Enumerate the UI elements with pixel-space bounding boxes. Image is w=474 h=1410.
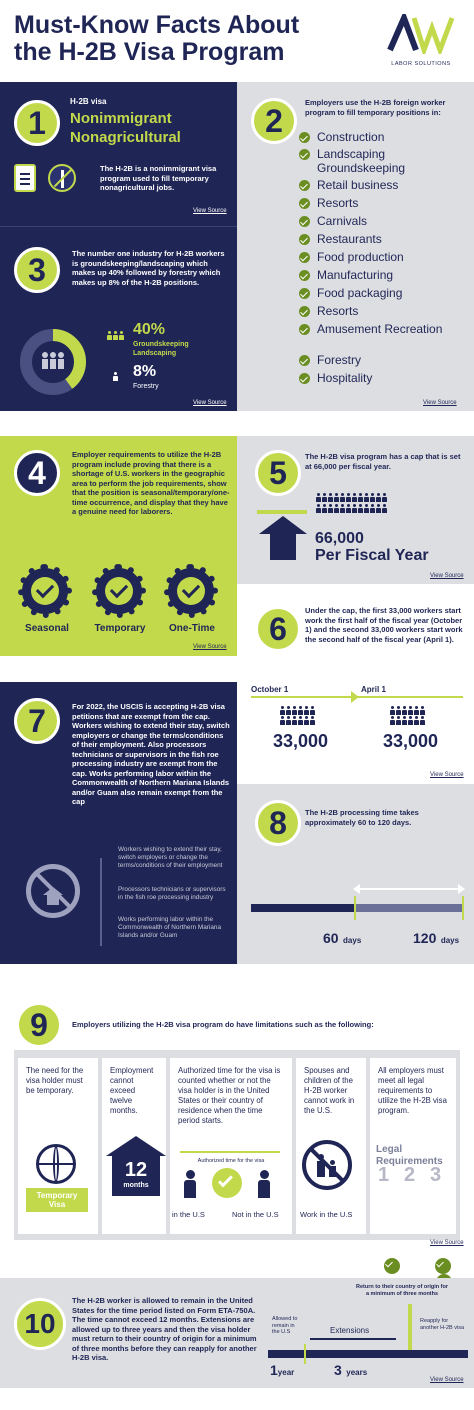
stat-8-value: 8% — [133, 363, 157, 380]
section-number-7: 7 — [14, 698, 60, 744]
section-6 — [237, 584, 474, 784]
header — [0, 0, 474, 82]
section-number-2: 2 — [251, 98, 297, 144]
three-years-label: 3 years — [334, 1362, 368, 1378]
logo-mark-icon — [386, 14, 456, 54]
value-october: 33,000 — [273, 731, 329, 751]
s4-body: Employer requirements to utilize the H-2B program include proving that there is a shortage of U.S. workers in the geographic area to perform the job requirements, show that the position is seasonal/temporary/one-time occurrence, and display that they have a genuine need for laborers. — [72, 450, 230, 516]
s1-kicker: H-2B visa — [70, 97, 107, 106]
check-icon — [299, 355, 310, 366]
up-arrow-stem — [270, 534, 296, 560]
groundskeeping-people-icon — [106, 327, 124, 345]
people-group-2 — [389, 706, 455, 726]
limitation-card-4: Spouses and children of the H-2B worker cannot work in the U.S. Work in the U.S — [296, 1058, 366, 1234]
check-icon — [299, 252, 310, 263]
stat-40-value: 40% — [133, 321, 166, 338]
s1-body: The H-2B is a nonimmigrant visa program used to fill temporary nonagricultural jobs. — [100, 164, 217, 192]
reapply-label: Reapply for another H-2B visa — [420, 1318, 465, 1331]
section-4 — [0, 436, 237, 656]
legal-requirements-title: Legal Requirements — [376, 1144, 443, 1167]
section-2 — [237, 82, 474, 411]
lime-arrow-line — [257, 510, 307, 514]
value-april: 33,000 — [383, 731, 439, 751]
authorized-arrow-line — [180, 1151, 280, 1153]
logo — [386, 14, 456, 68]
in-us-label: in the U.S — [172, 1210, 205, 1219]
s8-body: The H-2B processing time takes approximately 60 to 120 days. — [305, 808, 419, 827]
title-line-1: Must-Know Facts About — [14, 11, 300, 39]
s1-heading-1: Nonimmigrant — [70, 110, 172, 127]
lime-timeline-bar — [408, 1304, 412, 1356]
person-right-icon — [258, 1170, 270, 1200]
req-num-1: 1 — [378, 1164, 390, 1186]
year-timeline-bar — [268, 1350, 468, 1358]
range-arrow-left-icon — [353, 884, 360, 894]
check-icon — [299, 324, 310, 335]
list-item: Amusement Recreation — [299, 322, 469, 353]
s2-intro: Employers use the H-2B foreign worker program to fill temporary positions in: — [305, 98, 446, 117]
label-seasonal: Seasonal — [25, 623, 69, 634]
people-icon — [42, 352, 64, 369]
gear-check-icon-temporary — [96, 568, 142, 614]
section-1 — [0, 82, 237, 226]
processing-bar-range — [355, 904, 463, 912]
section-number-3: 3 — [14, 247, 60, 293]
list-item: Food packaging — [299, 286, 469, 304]
s2-view-source-link[interactable]: View Source — [423, 400, 457, 406]
check-icon — [299, 216, 310, 227]
stat-8-label: Forestry — [133, 383, 159, 390]
section-number-10: 10 — [14, 1298, 66, 1350]
section-number-8: 8 — [255, 800, 301, 846]
no-agriculture-icon — [48, 164, 76, 192]
allowed-label: Allowed to remain in the U.S — [272, 1316, 298, 1335]
check-icon — [299, 373, 310, 384]
req-num-2: 2 — [404, 1164, 416, 1186]
house-body: 12 months — [112, 1156, 160, 1196]
list-item: Forestry — [299, 353, 469, 371]
section-number-4: 4 — [14, 450, 60, 496]
check-icon — [299, 288, 310, 299]
person-left-icon — [184, 1170, 196, 1200]
s7-body: For 2022, the USCIS is accepting H-2B visa petitions that are exempt from the cap. Workers wishing to extend their stay, switch employers or change the terms/conditions of their employment. Also processors technicians or supervisors in the fish roe processing industry are exempt from the cap. Works performing labor within the Commonwealth of Northern Mariana Islands and/or Guam also remain exempt from the cap — [72, 702, 230, 806]
check-icon — [299, 149, 310, 160]
gear-check-icon-seasonal — [22, 568, 68, 614]
tick-60 — [354, 896, 356, 920]
extensions-label: Extensions — [330, 1326, 370, 1335]
gear-check-icon-onetime — [168, 568, 214, 614]
label-onetime: One-Time — [169, 623, 215, 634]
globe-icon — [36, 1144, 76, 1184]
one-year-label: 1year — [270, 1362, 295, 1378]
extensions-arrow-line — [310, 1338, 396, 1340]
s10-view-source-link[interactable]: View Source — [430, 1377, 464, 1383]
label-temporary: Temporary — [94, 623, 146, 634]
section-10 — [0, 1278, 474, 1388]
check-icon — [299, 198, 310, 209]
check-icon — [299, 234, 310, 245]
no-family-icon — [302, 1140, 352, 1190]
s1-view-source-link[interactable]: View Source — [193, 208, 227, 214]
tick-120 — [462, 896, 464, 920]
s4-view-source-link[interactable]: View Source — [193, 644, 227, 650]
s5-body: The H-2B visa program has a cap that is set at 66,000 per fiscal year. — [305, 452, 461, 471]
people-grid-icon — [315, 492, 465, 514]
page-title — [14, 12, 299, 66]
section-number-5: 5 — [255, 450, 301, 496]
s1-heading-2: Nonagricultural — [70, 129, 181, 146]
limitation-card-1: The need for the visa holder must be temporary. Temporary Visa — [18, 1058, 98, 1234]
limitation-card-3: Authorized time for the visa is counted whether or not the visa holder is in the United States or their country of residence when the time period starts. Authorized time for the visa in the U.S Not in the U.S — [170, 1058, 292, 1234]
document-icon — [14, 164, 36, 192]
positions-list — [299, 130, 469, 389]
s5-view-source-link[interactable]: View Source — [430, 573, 464, 579]
check-icon — [299, 270, 310, 281]
exempt-item-3: Works performing labor within the Commonwealth of Northern Mariana Islands and/or Guam — [118, 916, 222, 939]
not-in-us-label: Not in the U.S — [232, 1210, 279, 1219]
title-line-2: the H-2B Visa Program — [14, 38, 285, 66]
range-arrow-right-icon — [458, 884, 465, 894]
check-icon — [435, 1258, 451, 1274]
range-arrow-line — [357, 888, 461, 890]
exempt-item-2: Processors technicians or supervisors in the fish roe processing industry — [118, 886, 226, 901]
section-number-9: 9 — [16, 1002, 62, 1048]
check-icon — [299, 306, 310, 317]
list-item: Resorts — [299, 304, 469, 322]
s6-view-source-link[interactable]: View Source — [430, 772, 464, 778]
s9-view-source-link[interactable]: View Source — [430, 1240, 464, 1246]
s10-body: The H-2B worker is allowed to remain in the United States for the time period listed on Form ETA-750A. The time cannot exceed 12 months. Extensions are allowed up to three years and then the visa holder must return to their country of origin for a minimum of three months before they can reapply for another H-2B visa. — [72, 1296, 257, 1362]
work-in-us-label: Work in the U.S — [300, 1210, 353, 1219]
s9-intro: Employers utilizing the H-2B visa program do have limitations such as the following: — [72, 1020, 374, 1029]
up-arrow-icon — [259, 516, 307, 534]
timeline-arrow-icon — [351, 691, 359, 703]
label-60: 60 days — [323, 930, 362, 946]
cap-label: Per Fiscal Year — [315, 547, 429, 564]
list-item: Hospitality — [299, 371, 469, 389]
date-april: April 1 — [361, 685, 386, 694]
year-tick-1 — [304, 1344, 306, 1364]
no-building-icon — [26, 864, 80, 918]
check-icon — [299, 180, 310, 191]
exempt-list — [100, 858, 102, 946]
check-icon — [299, 132, 310, 143]
people-group-1 — [279, 706, 345, 726]
section-number-6: 6 — [255, 606, 301, 652]
return-note: Return to their country of origin for a minimum of three months — [356, 1284, 448, 1297]
exempt-item-1: Workers wishing to extend their stay, switch employers or change the terms/conditions of their employment — [118, 846, 223, 869]
check-icon — [384, 1258, 400, 1274]
check-circle-icon — [212, 1168, 242, 1198]
list-item: Retail business — [299, 178, 469, 196]
stat-40-label: Groundskeeping Landscaping — [133, 341, 189, 357]
section-number-1: 1 — [14, 100, 60, 146]
label-120: 120 days — [413, 930, 460, 946]
temporary-visa-badge: Temporary Visa — [26, 1188, 88, 1212]
date-october: October 1 — [251, 685, 289, 694]
list-item: Construction — [299, 130, 469, 147]
list-item: Manufacturing — [299, 268, 469, 286]
limitation-card-5: All employers must meet all legal requirements to utilize the H-2B visa program. Legal Requirements 1 2 3 — [370, 1058, 456, 1234]
limitation-card-2: Employment cannot exceed twelve months. 12 months — [102, 1058, 166, 1234]
house-roof-icon — [106, 1136, 166, 1156]
s3-body: The number one industry for H-2B workers is groundskeeping/landscaping which makes up 40% followed by forestry which makes up 8% of the H-2B positions. — [72, 249, 225, 287]
list-item: Resorts — [299, 196, 469, 214]
req-num-3: 3 — [430, 1164, 442, 1186]
section-8 — [237, 784, 474, 964]
s6-body: Under the cap, the first 33,000 workers start work the first half of the fiscal year (October 1) and the second 33,000 workers start work the second half of the fiscal year (April 1). — [305, 606, 463, 644]
list-item: Food production — [299, 250, 469, 268]
logo-subtitle: LABOR SOLUTIONS — [391, 61, 451, 67]
list-item: Carnivals — [299, 214, 469, 232]
cap-value: 66,000 — [315, 530, 364, 547]
section-7 — [0, 682, 237, 964]
donut-chart — [18, 327, 88, 397]
s3-view-source-link[interactable]: View Source — [193, 400, 227, 406]
forestry-person-icon — [112, 368, 118, 386]
list-item: Landscaping Groundskeeping — [299, 147, 469, 178]
authorized-arrow-label: Authorized time for the visa — [197, 1158, 265, 1164]
section-5 — [237, 436, 474, 584]
section-3 — [0, 226, 237, 411]
list-item: Restaurants — [299, 232, 469, 250]
